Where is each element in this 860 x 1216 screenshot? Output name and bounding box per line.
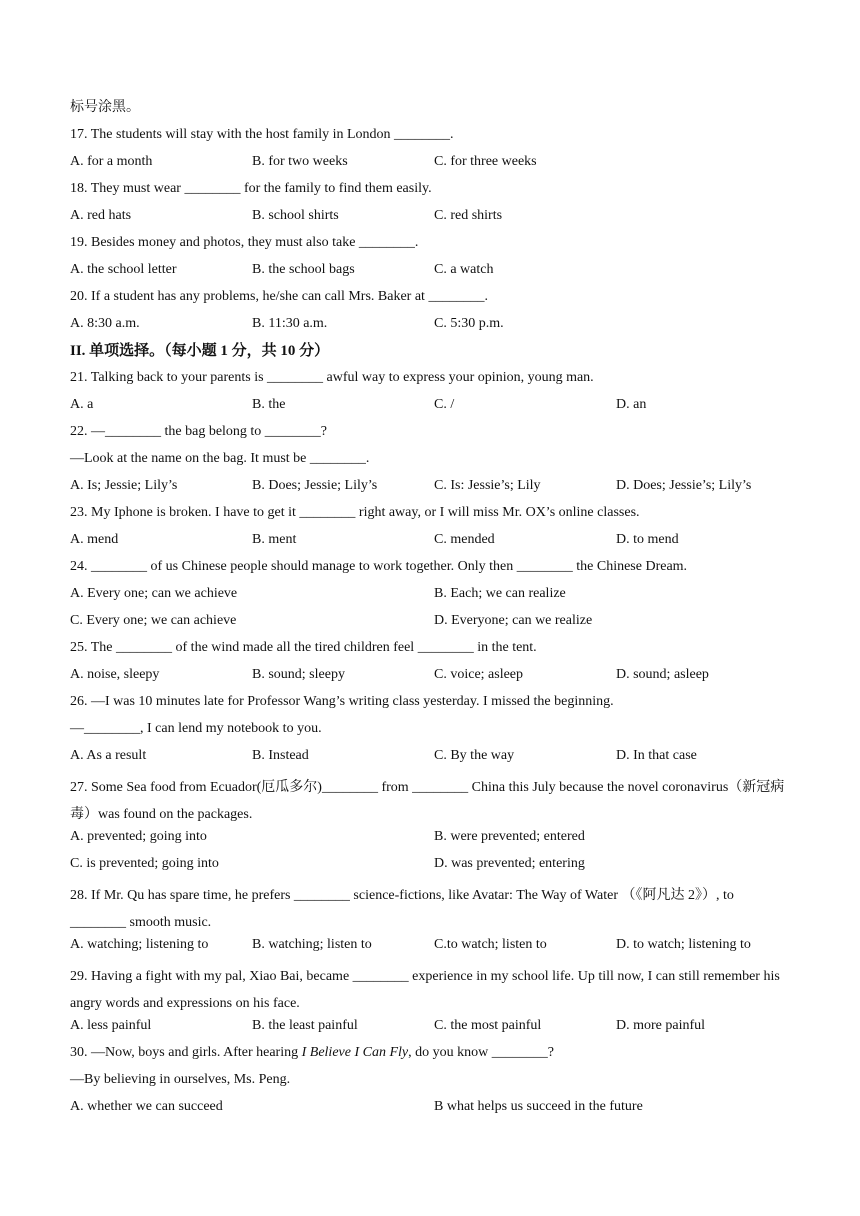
question-23: 23. My Iphone is broken. I have to get it ________ right away, or I will miss Mr. OX’s online classes. [70,505,640,520]
q29-option-c: C. the most painful [434,1018,542,1033]
q20-option-b: B. 11:30 a.m. [252,316,328,331]
q26-option-c: C. By the way [434,748,515,763]
question-30 [70,1044,554,1062]
q23-option-d: D. to mend [616,532,679,547]
q29-option-d: D. more painful [616,1018,706,1033]
question-27: 27. Some Sea food from Ecuador(厄瓜多尔)________ from ________ China this July because the novel coronavirus（新冠病毒）was found on the packages. [70,780,785,822]
q27-option-b: B. were prevented; entered [434,829,585,844]
q19-option-a: A. the school letter [70,262,177,277]
question-26-reply: —________, I can lend my notebook to you. [70,721,322,736]
q28-option-d: D. to watch; listening to [616,937,751,952]
question-26: 26. —I was 10 minutes late for Professor Wang’s writing class yesterday. I missed the beginning. [70,694,614,709]
question-20: 20. If a student has any problems, he/she can call Mrs. Baker at ________. [70,289,488,304]
q25-option-a: A. noise, sleepy [70,667,160,682]
q23-option-b: B. ment [252,532,297,547]
question-17: 17. The students will stay with the host family in London ________. [70,127,454,142]
q30-option-a: A. whether we can succeed [70,1099,223,1114]
q24-option-d: D. Everyone; can we realize [434,613,593,628]
q20-option-a: A. 8:30 a.m. [70,316,140,331]
q18-option-c: C. red shirts [434,208,503,223]
q26-option-a: A. As a result [70,748,147,763]
question-24: 24. ________ of us Chinese people should manage to work together. Only then ________ the Chinese Dream. [70,559,688,574]
q22-option-d: D. Does; Jessie’s; Lily’s [616,478,752,493]
question-21: 21. Talking back to your parents is ________ awful way to express your opinion, young man. [70,370,594,385]
q25-option-d: D. sound; asleep [616,667,709,682]
q18-option-a: A. red hats [70,208,132,223]
q28-option-c: C.to watch; listen to [434,937,547,952]
question-25: 25. The ________ of the wind made all the tired children feel ________ in the tent. [70,640,537,655]
q29-option-b: B. the least painful [252,1018,358,1033]
intro-tail: 标号涂黑。 [70,100,140,115]
q27-option-a: A. prevented; going into [70,829,207,844]
q25-option-b: B. sound; sleepy [252,667,345,682]
q24-option-c: C. Every one; we can achieve [70,613,237,628]
q30-option-b: B what helps us succeed in the future [434,1099,643,1114]
question-28: 28. If Mr. Qu has spare time, he prefers ________ science-fictions, like Avatar: The Way of Water （《阿凡达 2》）, to ________ smooth music. [70,888,734,930]
q24-option-b: B. Each; we can realize [434,586,566,601]
q28-option-b: B. watching; listen to [252,937,372,952]
q23-option-a: A. mend [70,532,119,547]
q30-song-title: I Believe I Can Fly [301,1045,409,1060]
q22-option-b: B. Does; Jessie; Lily’s [252,478,378,493]
question-22-reply: —Look at the name on the bag. It must be ________. [70,451,370,466]
q25-option-c: C. voice; asleep [434,667,524,682]
q26-option-b: B. Instead [252,748,309,763]
section-2-title: II. 单项选择。（每小题 1 分，共 10 分） [70,343,330,359]
q21-option-d: D. an [616,397,647,412]
q30-stem-pre: 30. —Now, boys and girls. After hearing [70,1045,302,1060]
q18-option-b: B. school shirts [252,208,339,223]
q21-option-a: A. a [70,397,94,412]
q22-option-a: A. Is; Jessie; Lily’s [70,478,178,493]
q17-option-b: B. for two weeks [252,154,348,169]
q22-option-c: C. Is: Jessie’s; Lily [434,478,541,493]
question-30-reply: —By believing in ourselves, Ms. Peng. [70,1072,291,1087]
question-29: 29. Having a fight with my pal, Xiao Bai, became ________ experience in my school life. Up till now, I can still remember his angry words and expressions on his face. [70,969,780,1011]
q27-option-c: C. is prevented; going into [70,856,219,871]
q26-option-d: D. In that case [616,748,697,763]
q29-option-a: A. less painful [70,1018,152,1033]
q17-option-a: A. for a month [70,154,153,169]
q21-option-c: C. / [434,397,455,412]
q24-option-a: A. Every one; can we achieve [70,586,238,601]
q20-option-c: C. 5:30 p.m. [434,316,504,331]
q21-option-b: B. the [252,397,286,412]
question-18: 18. They must wear ________ for the family to find them easily. [70,181,432,196]
question-22: 22. —________ the bag belong to ________? [70,424,328,439]
q19-option-c: C. a watch [434,262,494,277]
question-19: 19. Besides money and photos, they must also take ________. [70,235,419,250]
q27-option-d: D. was prevented; entering [434,856,585,871]
q28-option-a: A. watching; listening to [70,937,209,952]
q19-option-b: B. the school bags [252,262,355,277]
q23-option-c: C. mended [434,532,495,547]
q30-stem-post: , do you know ________? [408,1045,554,1060]
q17-option-c: C. for three weeks [434,154,537,169]
